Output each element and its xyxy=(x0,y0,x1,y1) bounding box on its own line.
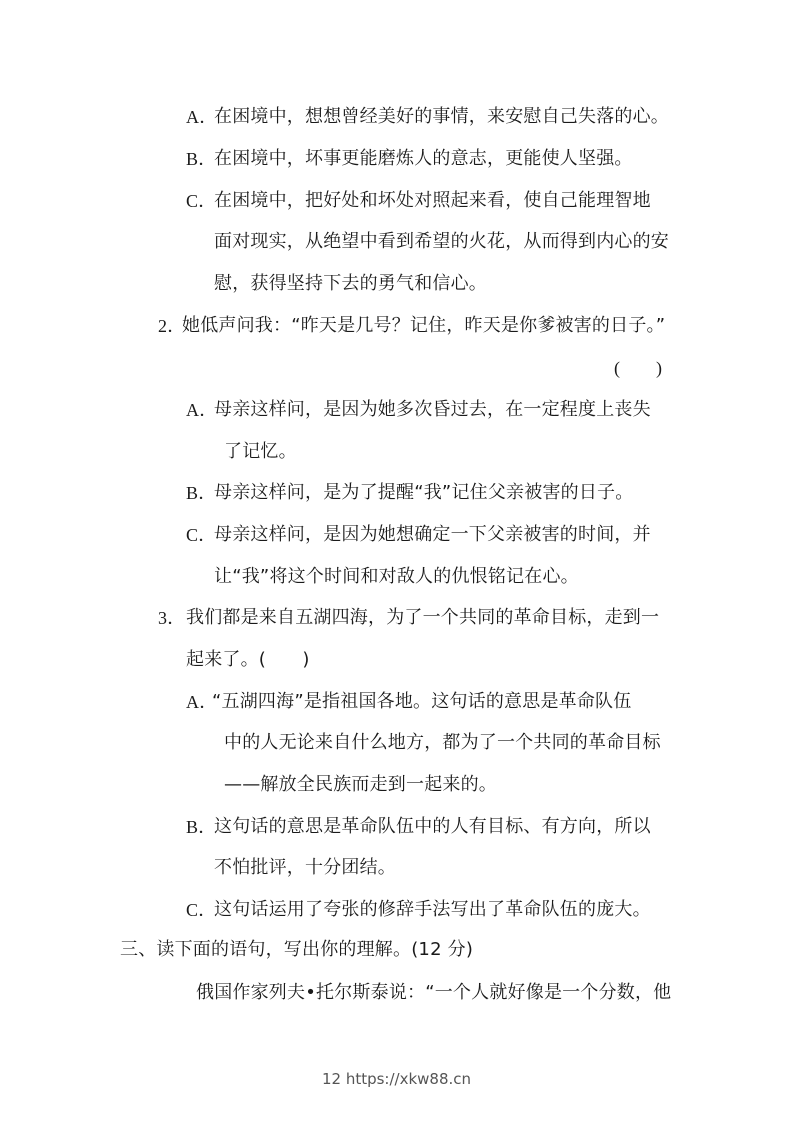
option-text: 母亲这样问，是因为她多次昏过去，在一定程度上丧失 xyxy=(214,399,651,420)
option-letter: A． xyxy=(186,400,218,420)
page-footer xyxy=(0,1070,793,1088)
option-text: 中的人无论来自什么地方，都为了一个共同的革命目标 xyxy=(224,732,661,753)
option-text: 母亲这样问，是为了提醒“我”记住父亲被害的日子。 xyxy=(214,482,634,503)
question-stem: 起来了。( ) xyxy=(186,649,310,670)
option-letter: C． xyxy=(186,900,217,920)
option-text: 母亲这样问，是因为她想确定一下父亲被害的时间，并 xyxy=(214,524,651,545)
section-paragraph: 俄国作家列夫•托尔斯泰说：“一个人就好像是一个分数，他 xyxy=(196,982,672,1003)
option-text: 在困境中，坏事更能磨炼人的意志，更能使人坚强。 xyxy=(214,148,633,169)
option-text: “五湖四海”是指祖国各地。这句话的意思是革命队伍 xyxy=(212,691,632,712)
question-number: 2． xyxy=(158,316,186,336)
answer-blank[interactable]: ( ) xyxy=(614,358,662,378)
option-text: 让“我”将这个时间和对敌人的仇恨铭记在心。 xyxy=(214,566,579,587)
option-letter: A． xyxy=(186,692,218,712)
option-letter: B． xyxy=(186,483,217,503)
option-letter: C． xyxy=(186,191,217,211)
option-text: 慰，获得坚持下去的勇气和信心。 xyxy=(214,273,487,294)
option-letter: B． xyxy=(186,149,217,169)
option-text: 这句话运用了夸张的修辞手法写出了革命队伍的庞大。 xyxy=(214,899,651,920)
site-link[interactable]: https://xkw88.cn xyxy=(345,1070,472,1088)
option-text: 了记忆。 xyxy=(224,441,297,462)
option-letter: B． xyxy=(186,817,217,837)
option-text: 在困境中，想想曾经美好的事情，来安慰自己失落的心。 xyxy=(214,106,669,127)
option-text: 在困境中，把好处和坏处对照起来看，使自己能理智地 xyxy=(214,190,651,211)
option-text: 不怕批评，十分团结。 xyxy=(214,857,396,878)
option-text: 面对现实，从绝望中看到希望的火花，从而得到内心的安 xyxy=(214,231,669,252)
question-stem: 她低声问我：“昨天是几号？记住，昨天是你爹被害的日子。” xyxy=(182,315,666,336)
question-number: 3． xyxy=(158,608,186,628)
option-text: 这句话的意思是革命队伍中的人有目标、有方向，所以 xyxy=(214,816,651,837)
section-heading: 三、读下面的语句，写出你的理解。(12 分) xyxy=(120,939,474,960)
option-letter: C． xyxy=(186,525,217,545)
question-stem: 我们都是来自五湖四海，为了一个共同的革命目标，走到一 xyxy=(186,607,660,628)
page-number: 12 xyxy=(321,1070,342,1088)
option-text: ——解放全民族而走到一起来的。 xyxy=(224,774,497,795)
option-letter: A． xyxy=(186,107,218,127)
